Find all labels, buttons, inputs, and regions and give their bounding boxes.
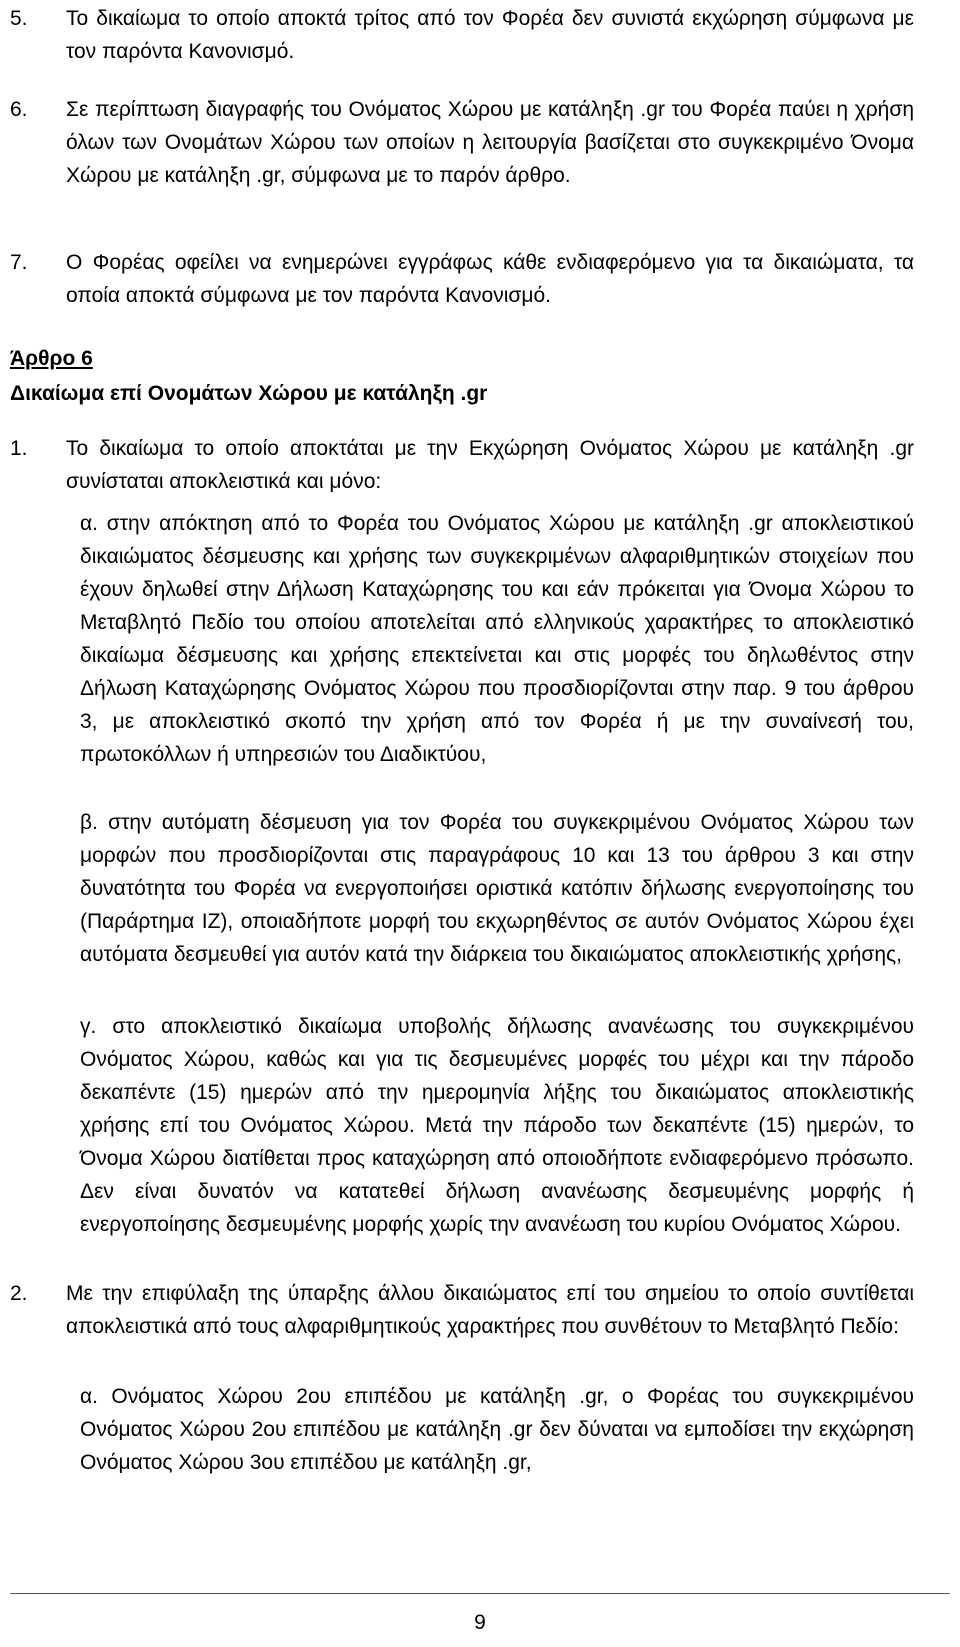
section-number: 1. [10,437,28,460]
article-heading: Άρθρο 6 [10,347,93,370]
list-item [66,2,914,68]
subitem-text: γ. στο αποκλειστικό δικαίωμα υποβολής δήλωσης ανανέωσης του συγκεκριμένου Ονόματος Χώρου, καθώς και για τις δεσμευμένες μορφές του μέχρι και την πάροδο δεκαπέντε (15) ημερών από την ημερομηνία λήξης του δικαιώματος αποκλειστικής χρήσης επί του Ονόματος Χώρου. Μετά την πάροδο των δεκαπέντε (15) ημερών, το Όνομα Χώρου διατίθεται προς καταχώρηση από οποιοδήποτε ενδιαφερόμενο πρόσωπο. Δεν είναι δυνατόν να κατατεθεί δήλωση ανανέωσης δεσμευμένης μορφής ή ενεργοποίησης δεσμευμένης μορφής χωρίς την ανανέωση του κυρίου Ονόματος Χώρου. [80,1015,914,1236]
item-number: 6. [10,98,28,121]
section-text: Το δικαίωμα το οποίο αποκτάται με την Εκχώρηση Ονόματος Χώρου με κατάληξη .gr συνίσταται αποκλειστικά και μόνο: [66,437,914,493]
subitem-gamma [80,1010,914,1241]
item-number: 5. [10,7,28,30]
item-text: Το δικαίωμα το οποίο αποκτά τρίτος από τον Φορέα δεν συνιστά εκχώρηση σύμφωνα με τον παρόντα Κανονισμό. [66,7,914,63]
section-paragraph [66,1277,914,1343]
item-text: Ο Φορέας οφείλει να ενημερώνει εγγράφως κάθε ενδιαφερόμενο για τα δικαιώματα, τα οποία αποκτά σύμφωνα με τον παρόντα Κανονισμό. [66,251,914,307]
subitem-text: β. στην αυτόματη δέσμευση για τον Φορέα του συγκεκριμένου Ονόματος Χώρου των μορφών που προσδιορίζονται στις παραγράφους 10 και 13 του άρθρου 3 και στην δυνατότητα του Φορέα να ενεργοποιήσει οριστικά κατόπιν δήλωσης ενεργοποίησης του (Παράρτημα ΙΖ), οποιαδήποτε μορφή του εκχωρηθέντος σε αυτόν Ονόματος Χώρου έχει αυτόματα δεσμευθεί για αυτόν κατά την διάρκεια του δικαιώματος αποκλειστικής χρήσης, [80,811,914,966]
section-text: Με την επιφύλαξη της ύπαρξης άλλου δικαιώματος επί του σημείου το οποίο συντίθεται αποκλειστικά από τους αλφαριθμητικούς χαρακτήρες που συνθέτουν το Μεταβλητό Πεδίο: [66,1282,914,1338]
subitem-alpha [80,1380,914,1479]
footer-divider [10,1593,950,1594]
item-number: 7. [10,251,28,274]
subitem-text: α. στην απόκτηση από το Φορέα του Ονόματος Χώρου με κατάληξη .gr αποκλειστικού δικαιώματος δέσμευσης και χρήσης των συγκεκριμένων αλφαριθμητικών στοιχείων που έχουν δηλωθεί στην Δήλωση Καταχώρησης του και εάν πρόκειται για Όνομα Χώρου το Μεταβλητό Πεδίο του οποίου αποτελείται από ελληνικούς χαρακτήρες το αποκλειστικό δικαίωμα δέσμευσης και χρήσης επεκτείνεται και στις μορφές του δηλωθέντος στην Δήλωση Καταχώρησης Ονόματος Χώρου που προσδιορίζονται στην παρ. 9 του άρθρου 3, με αποκλειστικό σκοπό την χρήση από τον Φορέα ή με την συναίνεσή του, πρωτοκόλλων ή υπηρεσιών του Διαδικτύου, [80,512,914,766]
section-paragraph [66,432,914,498]
subitem-alpha [80,507,914,771]
item-text: Σε περίπτωση διαγραφής του Ονόματος Χώρου με κατάληξη .gr του Φορέα παύει η χρήση όλων των Ονομάτων Χώρου των οποίων η λειτουργία βασίζεται στο συγκεκριμένο Όνομα Χώρου με κατάληξη .gr, σύμφωνα με το παρόν άρθρο. [66,98,914,187]
section-number: 2. [10,1282,28,1305]
list-item [66,93,914,192]
page-number: 9 [474,1611,486,1634]
subitem-text: α. Ονόματος Χώρου 2ου επιπέδου με κατάληξη .gr, ο Φορέας του συγκεκριμένου Ονόματος Χώρου 2ου επιπέδου με κατάληξη .gr δεν δύναται να εμποδίσει την εκχώρηση Ονόματος Χώρου 3ου επιπέδου με κατάληξη .gr, [80,1385,914,1474]
list-item [66,246,914,312]
article-title: Δικαίωμα επί Ονομάτων Χώρου με κατάληξη .gr [10,382,488,405]
subitem-beta [80,806,914,971]
